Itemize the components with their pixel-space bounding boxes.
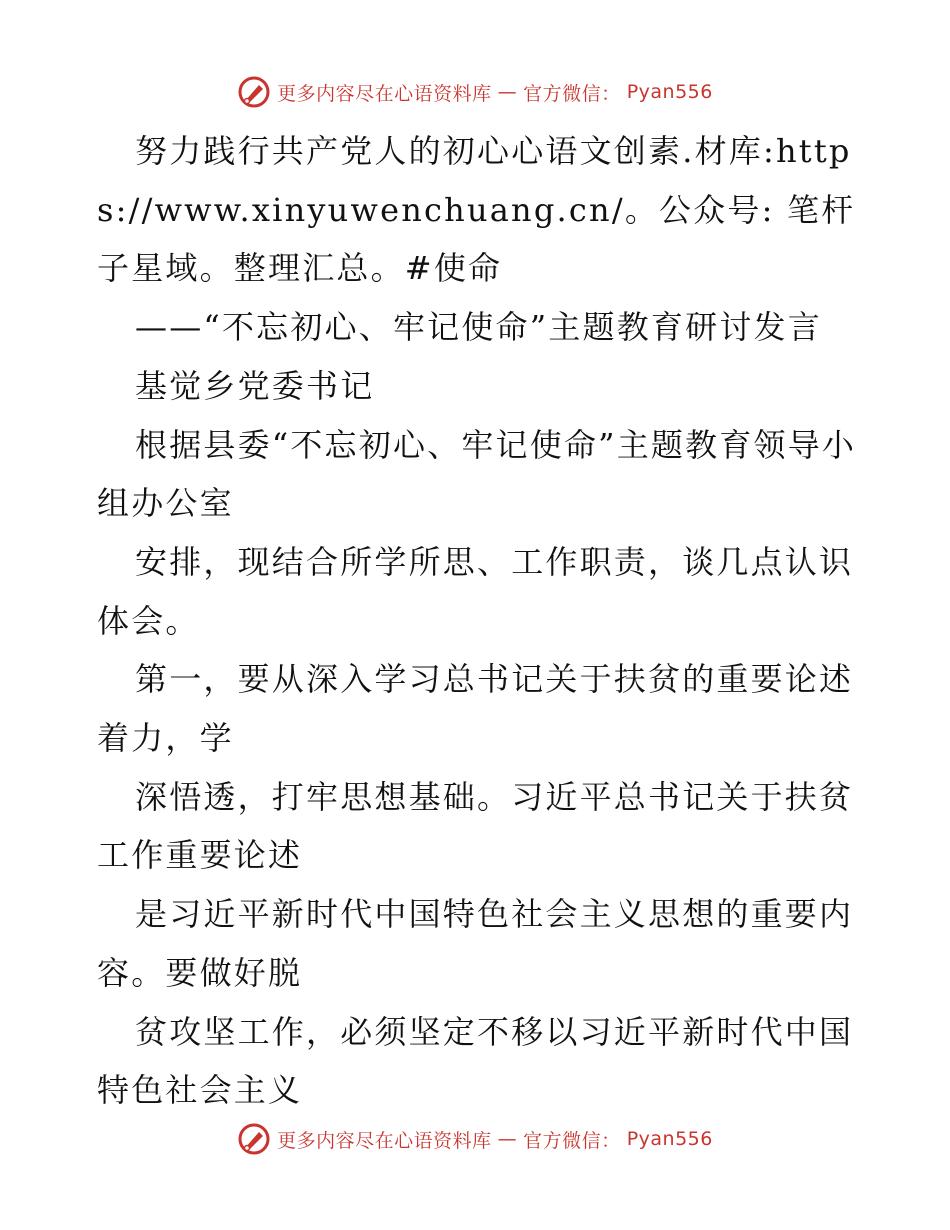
pen-logo-icon [237, 75, 271, 109]
watermark-contact-label: 官方微信： [523, 1129, 621, 1152]
paragraph-6: 第一，要从深入学习总书记关于扶贫的重要论述着力，学 [97, 660, 854, 758]
watermark-dash: — [497, 1128, 518, 1150]
paragraph-1: 努力践行共产党人的初心心语文创素.材库:https://www.xinyuwenchuang.cn/。公众号: 笔杆子星域。整理汇总。#使命 [97, 132, 856, 288]
watermark-text: 更多内容尽在心语资料库 [277, 1129, 492, 1152]
paragraph-8: 是习近平新时代中国特色社会主义思想的重要内容。要做好脱 [97, 895, 854, 992]
watermark-text: 更多内容尽在心语资料库 [277, 82, 492, 105]
watermark-contact-label: 官方微信： [523, 82, 621, 105]
paragraph-5: 安排，现结合所学所思、工作职责，谈几点认识体会。 [97, 542, 854, 640]
footer-watermark [0, 1119, 950, 1159]
watermark-contact-id: Pyan556 [626, 1128, 713, 1150]
paragraph-7: 深悟透，打牢思想基础。习近平总书记关于扶贫工作重要论述 [97, 777, 854, 875]
paragraph-9: 贫攻坚工作，必须坚定不移以习近平新时代中国特色社会主义 [97, 1012, 854, 1110]
paragraph-3: 基觉乡党委书记 [135, 366, 375, 405]
paragraph-4: 根据县委“不忘初心、牢记使命”主题教育领导小组办公室 [97, 425, 857, 523]
header-watermark [0, 72, 950, 112]
watermark-contact-id: Pyan556 [626, 81, 713, 103]
pen-logo-icon [237, 1122, 271, 1156]
paragraph-2: ——“不忘初心、牢记使命”主题教育研讨发言 [135, 308, 822, 347]
watermark-dash: — [497, 81, 518, 103]
document-body [97, 122, 857, 1120]
